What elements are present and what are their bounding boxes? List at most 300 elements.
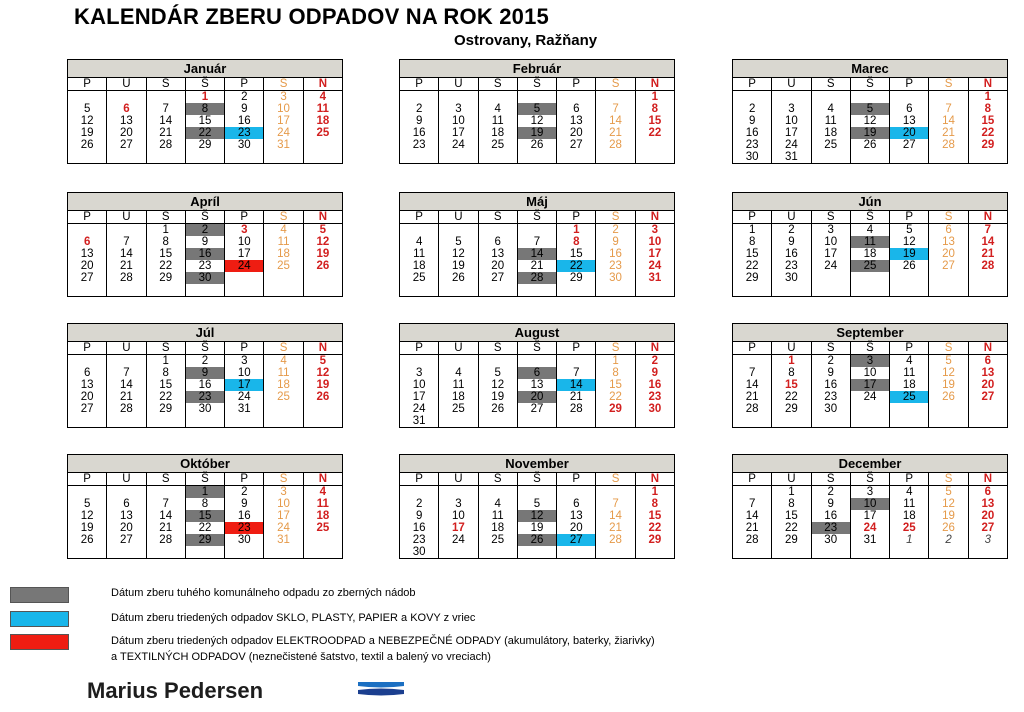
day-name: P <box>225 473 264 486</box>
day-cell: 2 <box>400 103 439 115</box>
month-name: Október <box>68 455 343 473</box>
day-cell: 9 <box>733 115 772 127</box>
day-name: P <box>225 78 264 91</box>
day-cell: 12 <box>439 248 478 260</box>
day-cell: 2 <box>929 534 968 546</box>
day-name: P <box>557 342 596 355</box>
day-cell: 5 <box>303 224 342 237</box>
day-cell: 2 <box>811 355 850 368</box>
week-row <box>68 379 343 391</box>
day-name: P <box>890 342 929 355</box>
day-cell: 14 <box>557 379 596 391</box>
day-cell: 8 <box>557 236 596 248</box>
day-cell: 20 <box>929 248 968 260</box>
month-name: September <box>733 324 1008 342</box>
day-cell: 12 <box>929 367 968 379</box>
day-cell: 23 <box>400 534 439 546</box>
day-name: S <box>811 211 850 224</box>
week-row <box>400 522 675 534</box>
day-cell: 26 <box>850 139 889 151</box>
day-cell: 14 <box>517 248 556 260</box>
day-cell: 23 <box>811 522 850 534</box>
day-cell: 13 <box>107 510 146 522</box>
empty-cell <box>478 546 517 559</box>
day-cell: 12 <box>929 498 968 510</box>
day-cell: 20 <box>68 391 107 403</box>
empty-cell <box>264 284 303 297</box>
day-cell: 29 <box>185 139 224 151</box>
month-4 <box>399 192 675 297</box>
day-name: S <box>264 473 303 486</box>
day-name: N <box>303 78 342 91</box>
week-row <box>400 127 675 139</box>
day-name: S <box>811 342 850 355</box>
day-cell: 12 <box>517 510 556 522</box>
day-name: N <box>635 342 674 355</box>
day-cell: 27 <box>68 403 107 415</box>
month-table <box>732 454 1008 559</box>
day-cell: 2 <box>772 224 811 237</box>
day-cell: 13 <box>890 115 929 127</box>
empty-cell <box>478 486 517 499</box>
day-cell: 19 <box>439 260 478 272</box>
day-cell: 22 <box>635 522 674 534</box>
week-row <box>400 224 675 237</box>
day-cell: 12 <box>478 379 517 391</box>
day-cell: 7 <box>596 498 635 510</box>
empty-cell <box>439 224 478 237</box>
day-name: U <box>439 78 478 91</box>
day-cell: 1 <box>968 91 1007 104</box>
day-cell: 7 <box>929 103 968 115</box>
empty-cell <box>185 415 224 428</box>
day-cell: 3 <box>772 103 811 115</box>
empty-cell <box>303 139 342 151</box>
empty-cell <box>772 284 811 297</box>
empty-cell <box>264 403 303 415</box>
day-cell: 4 <box>890 355 929 368</box>
day-name: P <box>733 78 772 91</box>
empty-cell <box>68 486 107 499</box>
empty-cell <box>929 284 968 297</box>
day-cell: 1 <box>146 355 185 368</box>
day-cell: 13 <box>557 115 596 127</box>
day-name: U <box>772 342 811 355</box>
day-name: P <box>68 211 107 224</box>
day-cell: 5 <box>68 498 107 510</box>
day-cell: 30 <box>596 272 635 284</box>
day-name: S <box>264 342 303 355</box>
day-cell: 24 <box>225 260 264 272</box>
day-cell: 10 <box>400 379 439 391</box>
month-name: Jún <box>733 193 1008 211</box>
day-cell: 12 <box>303 367 342 379</box>
day-cell: 27 <box>890 139 929 151</box>
week-row <box>733 391 1008 403</box>
month-table <box>67 192 343 297</box>
day-cell: 22 <box>185 522 224 534</box>
week-row <box>400 91 675 104</box>
week-row <box>400 272 675 284</box>
day-name: Š <box>517 78 556 91</box>
day-cell: 24 <box>439 534 478 546</box>
day-cell: 8 <box>146 367 185 379</box>
day-cell: 18 <box>264 379 303 391</box>
day-cell: 19 <box>68 522 107 534</box>
empty-cell <box>68 284 107 297</box>
day-cell: 1 <box>733 224 772 237</box>
day-cell: 25 <box>890 522 929 534</box>
empty-cell <box>635 546 674 559</box>
week-row <box>400 546 675 559</box>
empty-cell <box>850 284 889 297</box>
day-cell: 7 <box>107 236 146 248</box>
week-row <box>68 486 343 499</box>
month-table <box>399 323 675 428</box>
empty-cell <box>733 284 772 297</box>
week-row <box>400 103 675 115</box>
day-cell: 27 <box>107 139 146 151</box>
day-name: U <box>107 473 146 486</box>
day-name: N <box>303 473 342 486</box>
week-row <box>733 224 1008 237</box>
day-cell: 20 <box>517 391 556 403</box>
empty-cell <box>400 355 439 368</box>
week-row <box>68 127 343 139</box>
day-cell: 24 <box>811 260 850 272</box>
empty-cell <box>478 91 517 104</box>
week-row <box>68 367 343 379</box>
day-cell: 12 <box>68 510 107 522</box>
empty-cell <box>596 486 635 499</box>
empty-cell <box>929 151 968 164</box>
day-cell: 21 <box>107 260 146 272</box>
day-cell: 11 <box>478 115 517 127</box>
empty-cell <box>929 403 968 415</box>
day-cell: 5 <box>929 355 968 368</box>
day-cell: 5 <box>850 103 889 115</box>
day-cell: 18 <box>478 522 517 534</box>
empty-cell <box>557 546 596 559</box>
day-cell: 25 <box>478 534 517 546</box>
day-cell: 28 <box>107 403 146 415</box>
day-name: Š <box>850 342 889 355</box>
empty-cell <box>303 284 342 297</box>
day-cell: 26 <box>929 522 968 534</box>
day-cell: 20 <box>968 510 1007 522</box>
day-cell: 24 <box>264 522 303 534</box>
empty-cell <box>146 546 185 559</box>
day-cell: 7 <box>733 498 772 510</box>
day-cell: 22 <box>557 260 596 272</box>
day-cell: 4 <box>303 91 342 104</box>
day-name: Š <box>517 342 556 355</box>
day-cell: 23 <box>733 139 772 151</box>
day-cell: 15 <box>733 248 772 260</box>
day-cell: 22 <box>185 127 224 139</box>
day-cell: 8 <box>596 367 635 379</box>
empty-cell <box>635 284 674 297</box>
empty-cell <box>968 403 1007 415</box>
day-name: P <box>68 342 107 355</box>
month-6 <box>67 323 343 428</box>
week-row <box>68 260 343 272</box>
empty-cell <box>439 355 478 368</box>
empty-cell <box>439 284 478 297</box>
day-cell: 22 <box>146 391 185 403</box>
day-cell: 27 <box>557 534 596 546</box>
empty-cell <box>264 415 303 428</box>
day-name: P <box>557 473 596 486</box>
legend-text-gray: Dátum zberu tuhého komunálneho odpadu zo zberných nádob <box>111 587 416 599</box>
day-name: U <box>107 342 146 355</box>
empty-cell <box>929 272 968 284</box>
week-row <box>68 248 343 260</box>
week-row <box>733 486 1008 499</box>
day-name: P <box>225 342 264 355</box>
day-name: U <box>439 342 478 355</box>
day-cell: 3 <box>225 355 264 368</box>
day-cell: 3 <box>850 486 889 499</box>
day-name: N <box>303 211 342 224</box>
day-name: U <box>772 78 811 91</box>
day-cell: 7 <box>146 498 185 510</box>
day-name: U <box>439 473 478 486</box>
empty-cell <box>264 272 303 284</box>
day-name: S <box>811 78 850 91</box>
week-row <box>733 272 1008 284</box>
empty-cell <box>850 415 889 428</box>
day-cell: 6 <box>517 367 556 379</box>
empty-cell <box>811 151 850 164</box>
day-cell: 20 <box>890 127 929 139</box>
day-cell: 6 <box>557 103 596 115</box>
day-cell: 4 <box>478 498 517 510</box>
day-cell: 21 <box>733 522 772 534</box>
empty-cell <box>772 546 811 559</box>
day-cell: 9 <box>811 498 850 510</box>
day-cell: 16 <box>635 379 674 391</box>
empty-cell <box>596 284 635 297</box>
empty-cell <box>146 486 185 499</box>
day-name: P <box>890 211 929 224</box>
day-cell: 19 <box>850 127 889 139</box>
week-row <box>733 115 1008 127</box>
day-name: P <box>733 473 772 486</box>
day-cell: 20 <box>557 127 596 139</box>
day-cell: 25 <box>439 403 478 415</box>
day-cell: 28 <box>733 403 772 415</box>
day-cell: 4 <box>264 355 303 368</box>
day-cell: 30 <box>400 546 439 559</box>
day-cell: 23 <box>596 260 635 272</box>
month-9 <box>67 454 343 559</box>
day-cell: 1 <box>146 224 185 237</box>
empty-cell <box>478 224 517 237</box>
empty-cell <box>146 151 185 164</box>
day-cell: 24 <box>225 391 264 403</box>
week-row <box>400 498 675 510</box>
day-cell: 17 <box>850 510 889 522</box>
day-cell: 3 <box>439 498 478 510</box>
day-cell: 8 <box>772 498 811 510</box>
day-cell: 14 <box>929 115 968 127</box>
day-cell: 2 <box>225 91 264 104</box>
empty-cell <box>596 415 635 428</box>
empty-cell <box>733 91 772 104</box>
empty-cell <box>517 284 556 297</box>
month-table <box>399 192 675 297</box>
day-cell: 20 <box>68 260 107 272</box>
day-cell: 27 <box>929 260 968 272</box>
day-cell: 6 <box>107 498 146 510</box>
week-row <box>68 284 343 297</box>
week-row <box>733 403 1008 415</box>
day-cell: 9 <box>596 236 635 248</box>
day-name: Š <box>517 211 556 224</box>
empty-cell <box>733 355 772 368</box>
day-name: S <box>264 78 303 91</box>
month-table <box>732 323 1008 428</box>
month-name: Máj <box>400 193 675 211</box>
day-name: S <box>929 473 968 486</box>
day-cell: 11 <box>264 367 303 379</box>
day-cell: 5 <box>439 236 478 248</box>
empty-cell <box>596 546 635 559</box>
day-cell: 13 <box>968 498 1007 510</box>
empty-cell <box>303 151 342 164</box>
day-cell: 21 <box>107 391 146 403</box>
empty-cell <box>968 151 1007 164</box>
empty-cell <box>968 284 1007 297</box>
week-row <box>400 151 675 164</box>
month-1 <box>399 59 675 164</box>
day-cell: 6 <box>107 103 146 115</box>
day-cell: 15 <box>557 248 596 260</box>
week-row <box>733 103 1008 115</box>
empty-cell <box>929 546 968 559</box>
day-name: S <box>478 473 517 486</box>
day-cell: 30 <box>811 534 850 546</box>
week-row <box>733 355 1008 368</box>
day-cell: 5 <box>890 224 929 237</box>
day-cell: 6 <box>68 236 107 248</box>
empty-cell <box>850 546 889 559</box>
empty-cell <box>850 91 889 104</box>
empty-cell <box>303 272 342 284</box>
legend-swatch-blue <box>10 611 69 627</box>
week-row <box>400 379 675 391</box>
empty-cell <box>107 284 146 297</box>
week-row <box>68 139 343 151</box>
day-cell: 16 <box>811 379 850 391</box>
day-name: N <box>968 473 1007 486</box>
day-name: P <box>400 342 439 355</box>
empty-cell <box>68 355 107 368</box>
empty-cell <box>303 546 342 559</box>
day-cell: 10 <box>772 115 811 127</box>
empty-cell <box>517 91 556 104</box>
week-row <box>68 115 343 127</box>
day-cell: 16 <box>225 115 264 127</box>
day-cell: 24 <box>850 522 889 534</box>
day-cell: 19 <box>478 391 517 403</box>
empty-cell <box>478 355 517 368</box>
day-cell: 9 <box>635 367 674 379</box>
day-cell: 29 <box>557 272 596 284</box>
day-name: S <box>146 342 185 355</box>
day-cell: 28 <box>596 534 635 546</box>
month-table <box>399 59 675 164</box>
empty-cell <box>68 546 107 559</box>
day-cell: 23 <box>811 391 850 403</box>
day-cell: 4 <box>400 236 439 248</box>
day-cell: 11 <box>303 103 342 115</box>
day-cell: 17 <box>400 391 439 403</box>
day-cell: 19 <box>929 510 968 522</box>
day-cell: 31 <box>772 151 811 164</box>
day-name: N <box>968 211 1007 224</box>
month-name: Apríl <box>68 193 343 211</box>
day-cell: 6 <box>557 498 596 510</box>
empty-cell <box>303 534 342 546</box>
day-cell: 8 <box>185 498 224 510</box>
day-cell: 5 <box>929 486 968 499</box>
week-row <box>733 260 1008 272</box>
day-cell: 21 <box>596 522 635 534</box>
day-name: Š <box>185 78 224 91</box>
day-cell: 28 <box>557 403 596 415</box>
day-cell: 7 <box>596 103 635 115</box>
day-cell: 14 <box>968 236 1007 248</box>
day-cell: 14 <box>733 379 772 391</box>
day-cell: 14 <box>107 248 146 260</box>
day-cell: 11 <box>890 498 929 510</box>
legend-text-blue: Dátum zberu triedených odpadov SKLO, PLASTY, PAPIER a KOVY z vriec <box>111 612 476 624</box>
empty-cell <box>811 272 850 284</box>
day-cell: 4 <box>303 486 342 499</box>
day-cell: 31 <box>264 534 303 546</box>
empty-cell <box>733 486 772 499</box>
month-name: Február <box>400 60 675 78</box>
month-10 <box>399 454 675 559</box>
day-cell: 25 <box>890 391 929 403</box>
day-cell: 3 <box>811 224 850 237</box>
day-cell: 21 <box>146 522 185 534</box>
day-name: S <box>478 211 517 224</box>
day-cell: 9 <box>225 103 264 115</box>
month-table <box>67 59 343 164</box>
day-cell: 15 <box>185 115 224 127</box>
day-cell: 10 <box>850 498 889 510</box>
empty-cell <box>517 224 556 237</box>
day-name: U <box>439 211 478 224</box>
day-cell: 30 <box>185 272 224 284</box>
day-cell: 14 <box>733 510 772 522</box>
day-cell: 7 <box>107 367 146 379</box>
day-cell: 1 <box>772 355 811 368</box>
empty-cell <box>185 284 224 297</box>
month-table <box>67 454 343 559</box>
empty-cell <box>478 151 517 164</box>
empty-cell <box>264 546 303 559</box>
day-name: P <box>557 78 596 91</box>
day-cell: 21 <box>929 127 968 139</box>
day-cell: 15 <box>146 248 185 260</box>
day-cell: 4 <box>811 103 850 115</box>
empty-cell <box>400 224 439 237</box>
day-cell: 13 <box>929 236 968 248</box>
